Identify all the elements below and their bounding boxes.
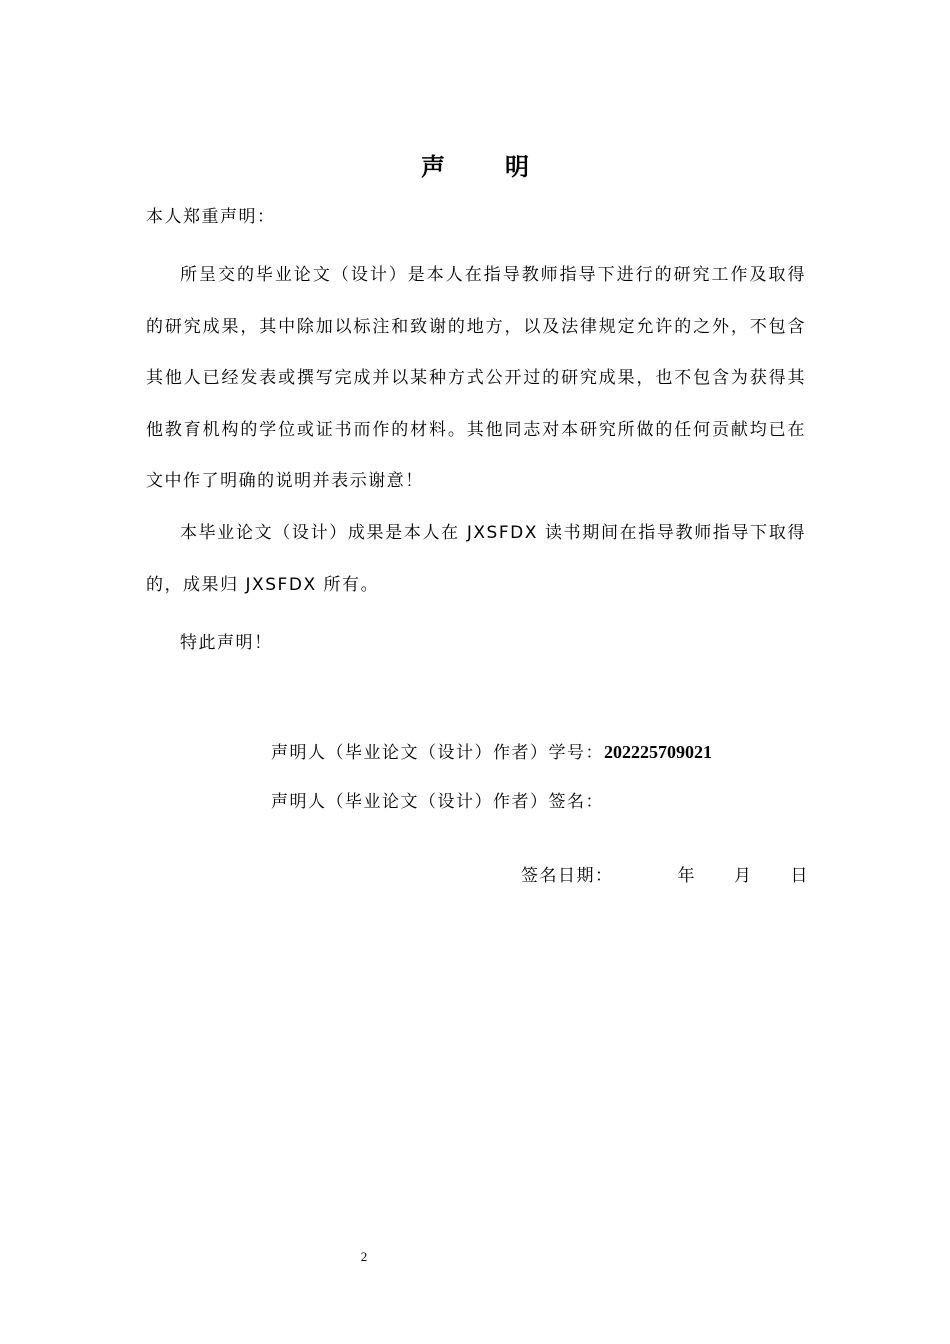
declaration-paragraph-2: 本毕业论文（设计）成果是本人在 JXSFDX 读书期间在指导教师指导下取得的，成果归 JXSFDX 所有。 <box>146 523 806 595</box>
date-year-label: 年 <box>677 866 696 886</box>
page-number: 2 <box>360 1249 368 1264</box>
student-id-value: 202225709021 <box>604 742 712 762</box>
signature-label: 声明人（毕业论文（设计）作者）签名： <box>271 792 604 812</box>
student-id-label: 声明人（毕业论文（设计）作者）学号： <box>271 743 604 763</box>
date-label: 签名日期： <box>521 866 614 886</box>
declaration-closing: 特此声明！ <box>180 633 273 653</box>
page-title <box>0 150 950 184</box>
student-id-line <box>271 740 712 765</box>
date-day-label: 日 <box>790 866 809 886</box>
title-char-2: 明 <box>505 152 529 181</box>
declaration-paragraph-1: 所呈交的毕业论文（设计）是本人在指导教师指导下进行的研究工作及取得的研究成果，其中除加以标注和致谢的地方，以及法律规定允许的之外，不包含其他人已经发表或撰写完成并以某种方式公开过的研究成果，也不包含为获得其他教育机构的学位或证书而作的材料。其他同志对本研究所做的任何贡献均已在文中作了明确的说明并表示谢意！ <box>146 265 806 491</box>
title-char-1: 声 <box>421 152 445 181</box>
signature-line <box>271 790 604 814</box>
date-month-label: 月 <box>734 866 753 886</box>
salutation: 本人郑重声明： <box>146 207 276 227</box>
signature-date-line <box>521 864 809 888</box>
